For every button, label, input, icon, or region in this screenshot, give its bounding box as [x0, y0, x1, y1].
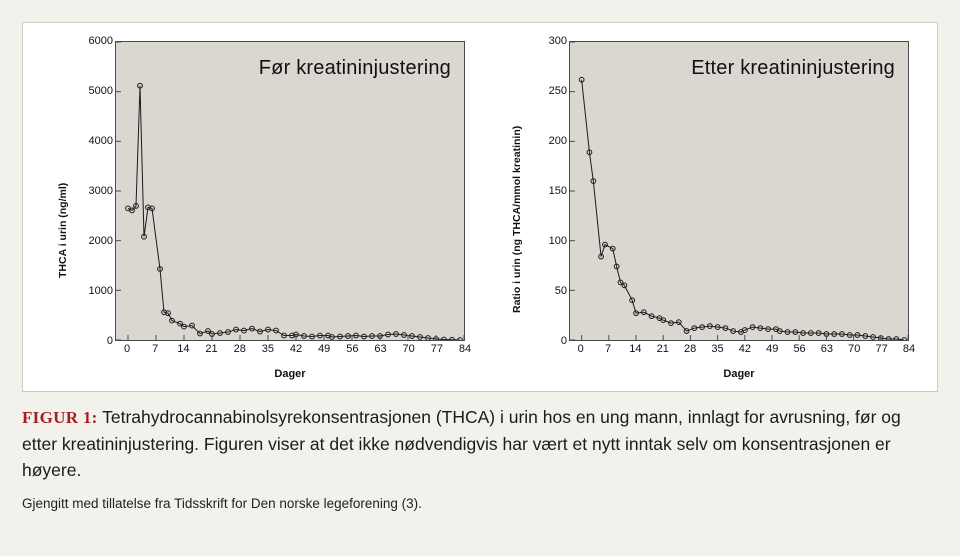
caption-paragraph: [22, 404, 938, 484]
x-tick-label: 63: [374, 343, 387, 355]
y-tick-label: 0: [106, 335, 113, 347]
x-tick-label: 77: [875, 343, 888, 355]
x-tick-label: 14: [629, 343, 642, 355]
x-tick-label: 42: [738, 343, 751, 355]
y-tick-label: 0: [560, 335, 567, 347]
x-tick-label: 14: [177, 343, 190, 355]
chart-title-right: Etter kreatininjustering: [691, 57, 895, 79]
y-axis-label-right: Ratio i urin (ng THCA/mmol kreatinin): [511, 125, 523, 313]
figure-caption: [22, 404, 938, 511]
x-axis-label-right: Dager: [723, 368, 755, 380]
plot-area-right: [569, 41, 909, 341]
y-tick-label: 6000: [88, 35, 113, 47]
x-tick-label: 21: [205, 343, 218, 355]
chart-title-left: Før kreatininjustering: [258, 57, 451, 79]
series-line-left: [116, 42, 464, 340]
y-axis-label-left: THCA i urin (ng/ml): [57, 182, 69, 278]
x-tick-label: 56: [346, 343, 359, 355]
chart-before-creatinine-adjustment: [33, 23, 483, 393]
caption-body: Tetrahydrocannabinolsyrekonsentrasjonen (THCA) i urin hos en ung mann, innlagt for avrusning, før og etter kreatininjustering. Figuren viser at det ikke nødvendigvis har vært et nytt inntak selv om konsentrasjonen er høyere.: [22, 407, 901, 481]
plot-area-left: [115, 41, 465, 341]
x-tick-label: 49: [318, 343, 331, 355]
caption-credit: Gjengitt med tillatelse fra Tidsskrift for Den norske legeforening (3).: [22, 496, 422, 512]
x-tick-label: 28: [684, 343, 697, 355]
x-tick-label: 84: [902, 343, 916, 355]
x-tick-label: 49: [766, 343, 779, 355]
y-tick-label: 5000: [88, 85, 113, 97]
chart-after-creatinine-adjustment: [491, 23, 931, 393]
x-tick-label: 56: [793, 343, 806, 355]
x-tick-label: 35: [261, 343, 274, 355]
plot-outer-right: [569, 41, 909, 341]
x-tick-label: 35: [711, 343, 724, 355]
x-axis-ticks-left: [115, 343, 472, 363]
x-tick-label: 63: [820, 343, 834, 355]
x-tick-label: 84: [458, 343, 472, 355]
y-tick-label: 3000: [88, 185, 113, 197]
caption-figure-label: FIGUR 1:: [22, 408, 98, 427]
y-axis-ticks-left: [67, 35, 113, 347]
x-tick-label: 42: [289, 343, 303, 355]
x-tick-label: 7: [605, 343, 612, 355]
series-line-right: [570, 42, 908, 340]
y-tick-label: 200: [548, 135, 567, 147]
plot-outer-left: [115, 41, 465, 341]
y-tick-label: 250: [548, 85, 567, 97]
y-tick-label: 4000: [88, 135, 113, 147]
x-tick-label: 21: [656, 343, 669, 355]
y-tick-label: 100: [548, 235, 567, 247]
y-axis-ticks-right: [521, 35, 567, 347]
y-tick-label: 300: [548, 35, 567, 47]
x-tick-label: 7: [152, 343, 159, 355]
y-tick-label: 2000: [88, 235, 113, 247]
x-axis-ticks-right: [569, 343, 916, 363]
y-tick-label: 50: [554, 285, 567, 297]
x-tick-label: 0: [124, 343, 131, 355]
x-tick-label: 77: [430, 343, 443, 355]
figure-panel: [22, 22, 938, 392]
x-tick-label: 28: [233, 343, 246, 355]
x-axis-label-left: Dager: [274, 368, 306, 380]
x-tick-label: 70: [402, 343, 415, 355]
y-tick-label: 150: [548, 185, 567, 197]
x-tick-label: 0: [577, 343, 584, 355]
y-tick-label: 1000: [88, 285, 113, 297]
x-tick-label: 70: [848, 343, 861, 355]
